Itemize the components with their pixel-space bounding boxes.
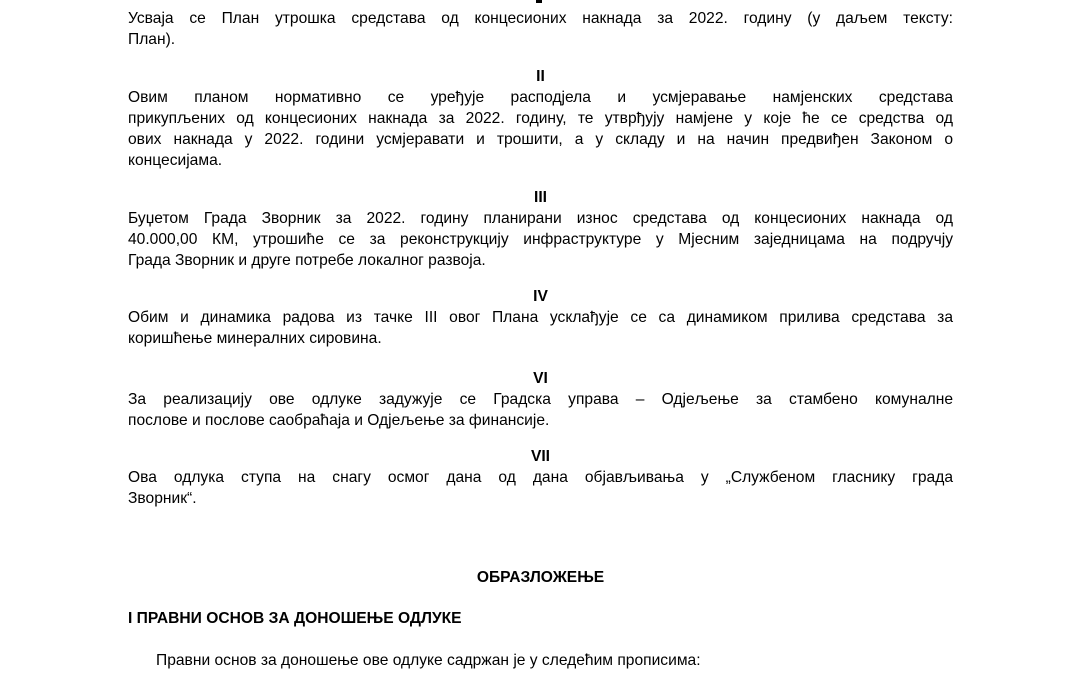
section-number-3: III [534,189,547,206]
section-number-6: VI [533,370,548,387]
paragraph-line: ових накнада у 2022. години усмјеравати и трошити, а у складу и на начин предвиђен Законом о [128,131,953,148]
paragraph-section-4 [128,307,953,349]
paragraph-line: Буџетом Града Зворник за 2022. годину планирани износ средстава од концесионих накнада од [128,210,953,227]
paragraph-line: послове и послове саобраћаја и Одјељење за финансије. [128,412,550,429]
paragraph-line: концесијама. [128,152,223,169]
paragraph-section-3 [128,208,953,271]
paragraph-plan-adoption [128,8,953,50]
paragraph-line: прикупљених од концесионих накнада за 2022. годину, те утврђују намјене у које ће се средства од [128,110,953,127]
top-rule-fragment [536,0,542,3]
paragraph-section-2 [128,87,953,171]
paragraph-line: 40.000,00 КМ, утрошиће се за реконструкцију инфраструктуре у Мјесним заједницама на подручју [128,231,953,248]
paragraph-line: Овим планом нормативно се уређује расподјела и усмјеравање намјенских средстава [128,89,953,106]
paragraph-line: План). [128,31,176,48]
paragraph-line: Града Зворник и друге потребе локалног развоја. [128,252,486,269]
paragraph-line: Обим и динамика радова из тачке III овог Плана усклађује се са динамиком прилива средстава за [128,309,953,326]
paragraph-line: Зворник“. [128,490,197,507]
paragraph-line: коришћење минералних сировина. [128,330,382,347]
legal-basis-heading: I ПРАВНИ ОСНОВ ЗА ДОНОШЕЊЕ ОДЛУКЕ [128,610,462,627]
paragraph-section-7 [128,467,953,509]
paragraph-section-6 [128,389,953,431]
paragraph-line: Усваја се План утрошка средстава од концесионих накнада за 2022. годину (у даљем тексту: [128,10,953,27]
section-number-2: II [536,68,545,85]
paragraph-line: Ова одлука ступа на снагу осмог дана од дана објављивања у „Службеном гласнику града [128,469,953,486]
paragraph-line: За реализацију ове одлуке задужује се Градска управа – Одјељење за стамбено комуналне [128,391,953,408]
legal-basis-intro: Правни основ за доношење ове одлуке садржан је у следећим прописима: [156,652,701,669]
explanation-heading: ОБРАЗЛОЖЕЊЕ [476,569,605,586]
section-number-4: IV [533,288,548,305]
section-number-7: VII [530,448,551,465]
